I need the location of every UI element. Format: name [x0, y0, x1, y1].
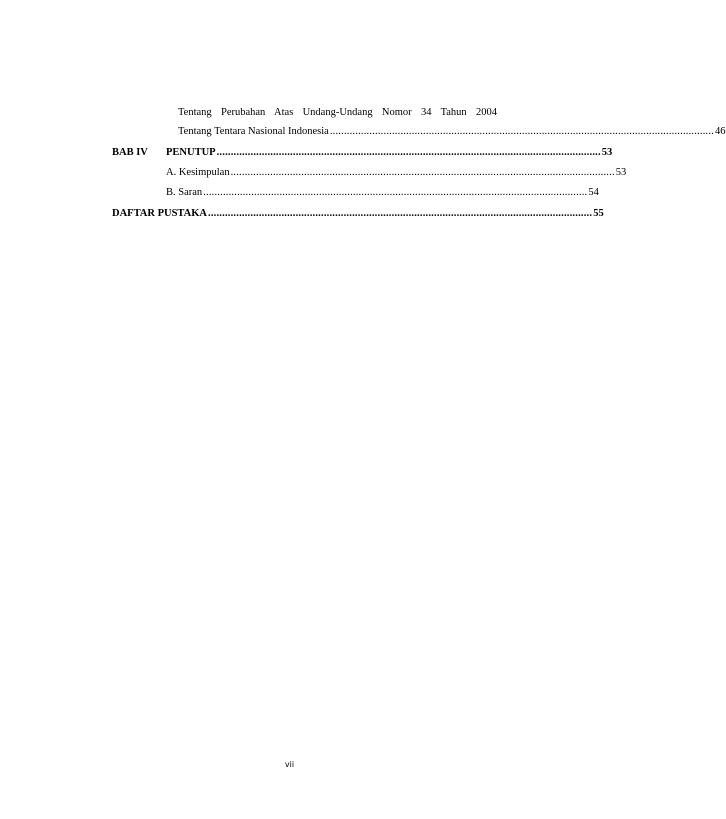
- chapter-title: PENUTUP: [166, 147, 216, 158]
- toc-page-number: 55: [593, 208, 604, 219]
- toc-page-number: 46: [715, 126, 726, 137]
- page-number: vii: [284, 760, 295, 769]
- toc-entry-section[interactable]: [166, 166, 627, 179]
- toc-continuation-line-1: Tentang Perubahan Atas Undang-Undang Nomor 34 Tahun 2004: [178, 107, 497, 118]
- dot-leader: ........................................................................................................................................: [216, 147, 601, 158]
- bibliography-label: DAFTAR PUSTAKA: [112, 208, 207, 219]
- section-label: A. Kesimpulan: [166, 167, 230, 178]
- dot-leader: ........................................................................................................................................: [230, 167, 615, 178]
- dot-leader: ........................................................................................................................................: [208, 208, 593, 219]
- section-label: B. Saran: [166, 187, 203, 198]
- toc-entry-section[interactable]: [166, 186, 599, 199]
- dot-leader: ........................................................................................................................................: [203, 187, 588, 198]
- toc-entry-bibliography[interactable]: [112, 207, 604, 220]
- toc-entry-chapter[interactable]: [166, 146, 613, 159]
- dot-leader: ........................................................................................................................................: [329, 126, 715, 137]
- toc-entry-label: Tentang Tentara Nasional Indonesia: [178, 126, 329, 137]
- toc-page-number: 54: [588, 187, 599, 198]
- chapter-number: BAB IV: [112, 147, 148, 158]
- toc-page-number: 53: [615, 167, 627, 178]
- toc-page-number: 53: [601, 147, 613, 158]
- toc-entry-continuation[interactable]: [178, 125, 726, 138]
